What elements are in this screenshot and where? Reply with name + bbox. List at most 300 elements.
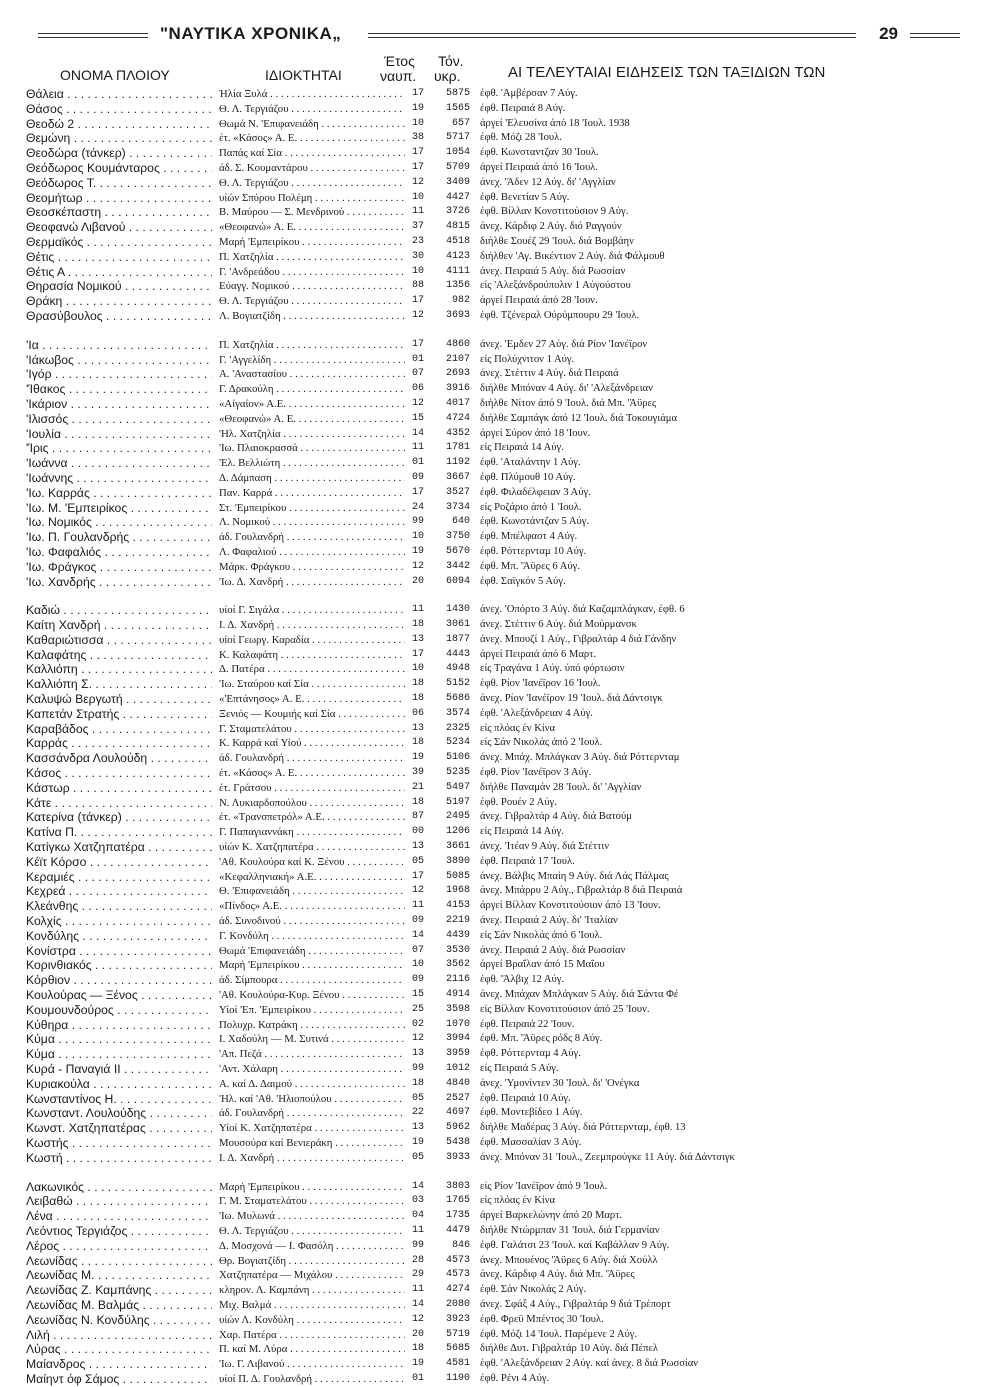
- voyage-news: άνεχ. 'Εμδεν 27 Αύγ. διά Ρίον 'Ιανέϊρον: [480, 338, 648, 350]
- tonnage: 5717: [445, 132, 470, 144]
- voyage-news: άνεχ. Μπάχ. Μπλάγκαν 3 Αύγ. διά Ρόττερνταμ: [480, 752, 680, 764]
- voyage-news: έφθ. Ρόττερνταμ 4 Αύγ.: [480, 1048, 581, 1060]
- ship-name: Κυρά - Παναγιά ΙΙ . . .: [26, 1062, 212, 1077]
- build-year: 21: [411, 781, 424, 793]
- owner-name: Θωμά 'Επιφανειάδη . . .: [219, 944, 405, 959]
- owner-name: 'Ηλ. καί 'Αθ. 'Ηλιοπούλου . . .: [219, 1092, 405, 1107]
- voyage-news: διήλθε Σουέζ 29 'Ιουλ. διά Βομβάην: [480, 235, 634, 247]
- voyage-news: διήλθε Ντώρμπαν 31 'Ιουλ. διά Γερμανίαν: [480, 1224, 660, 1236]
- tonnage: 5152: [445, 678, 470, 690]
- voyage-news: άργεί Σύρον άπό 18 'Ιουν.: [480, 427, 591, 439]
- ship-row: [26, 412, 966, 427]
- ship-name: Θράκη . . .: [26, 294, 212, 309]
- build-year: 05: [411, 1092, 424, 1104]
- build-year: 15: [411, 412, 424, 424]
- owner-name: Μιχ. Βαλμά . . .: [219, 1298, 405, 1313]
- ship-row: [26, 338, 966, 353]
- voyage-news: είς Ροζάριο άπό 1 'Ιουλ.: [480, 501, 582, 513]
- build-year: 04: [411, 1210, 424, 1222]
- ship-name: 'Ιω. Φαφαλιός . . .: [26, 545, 212, 560]
- tonnage: 4860: [445, 338, 470, 350]
- tonnage: 5709: [445, 161, 470, 173]
- build-year: 22: [411, 1107, 424, 1119]
- owner-name: «Κεφαλληνιακή» Α.Ε. . . .: [219, 870, 405, 885]
- ship-row: [26, 1003, 966, 1018]
- voyage-news: διήλθε Νίτον άπό 9 'Ιουλ. διά Μπ. 'Άϋρες: [480, 397, 657, 409]
- build-year: 01: [411, 1372, 424, 1384]
- owner-name: 'Ιω. Γ. Λιβανού . . .: [219, 1357, 405, 1372]
- voyage-news: άργεί Βαρκελώνην άπό 20 Μαρτ.: [480, 1210, 623, 1222]
- owner-name: Μαρή 'Εμπειρίκου . . .: [219, 1180, 405, 1195]
- tonnage: 1877: [445, 633, 470, 645]
- ship-name: Λεωνίδας . . .: [26, 1254, 212, 1269]
- voyage-news: έφθ. Πειραιά 17 'Ιουλ.: [480, 855, 575, 867]
- ship-name: Καραβάδος . . .: [26, 722, 212, 737]
- voyage-news: έφθ. Κωνστάντζαν 5 Αύγ.: [480, 516, 590, 528]
- build-year: 05: [411, 1151, 424, 1163]
- owner-name: «Πίνδος» Α.Ε. . . .: [219, 899, 405, 914]
- voyage-news: έφθ. Μόζι 28 'Ιουλ.: [480, 132, 562, 144]
- ship-name: Καλλιόπη Σ. . . .: [26, 677, 212, 692]
- tonnage: 1356: [445, 280, 470, 292]
- owner-name: Π. Χατζηλία . . .: [219, 338, 405, 353]
- voyage-news: είς Σάν Νικολάς άπό 6 'Ιουλ.: [480, 929, 603, 941]
- owner-name: έτ. «Κάσος» Α. Ε. . . .: [219, 766, 405, 781]
- ship-name: 'Ιάκωβος . . .: [26, 353, 212, 368]
- owner-name: Λ. Βογιατζίδη . . .: [219, 309, 405, 324]
- voyage-news: άνεχ. Μπόναν 31 'Ιουλ., Ζεεμπρούγκε 11 Αύγ. διά Δάντσιγκ: [480, 1151, 735, 1163]
- ship-row: [26, 825, 966, 840]
- ship-row: [26, 560, 966, 575]
- ship-name: Θερμαϊκός . . .: [26, 235, 212, 250]
- tonnage: 3598: [445, 1003, 470, 1015]
- build-year: 12: [411, 885, 424, 897]
- voyage-news: έφθ. 'Άλβιχ 12 Αύγ.: [480, 974, 565, 986]
- tonnage: 2107: [445, 353, 470, 365]
- ship-row: [26, 692, 966, 707]
- tonnage: 5197: [445, 796, 470, 808]
- build-year: 12: [411, 1313, 424, 1325]
- tonnage: 846: [451, 1239, 470, 1251]
- ship-row: [26, 1357, 966, 1372]
- owner-name: Μάρκ. Φράγκου . . .: [219, 560, 405, 575]
- ship-row: [26, 1032, 966, 1047]
- owner-name: Ι. Χαδούλη — Μ. Συτινά . . .: [219, 1032, 405, 1047]
- owner-name: υίών Κ. Χατζηπατέρα . . .: [219, 840, 405, 855]
- build-year: 14: [411, 1180, 424, 1192]
- owner-name: Ι. Δ. Χανδρή . . .: [219, 618, 405, 633]
- tonnage: 3409: [445, 176, 470, 188]
- ship-row: [26, 382, 966, 397]
- tonnage: 4123: [445, 250, 470, 262]
- ship-row: [26, 367, 966, 382]
- tonnage: 4427: [445, 191, 470, 203]
- ship-row: [26, 944, 966, 959]
- ship-name: Θέτις Α . . .: [26, 265, 212, 280]
- owner-name: Γ. Μ. Σταματελάτου . . .: [219, 1194, 405, 1209]
- tonnage: 4439: [445, 929, 470, 941]
- voyage-news: άνεχ. Πειραιά 5 Αύγ. διά Ρωσσίαν: [480, 265, 626, 277]
- ship-name: Κατίγκω Χατζηπατέρα . . .: [26, 840, 212, 855]
- build-year: 19: [411, 102, 424, 114]
- voyage-news: έφθ. Γαλάτσι 23 'Ιουλ. καί Καβάλλαν 9 Αύγ.: [480, 1239, 670, 1251]
- ship-name: Κωνσταντ. Λουλούδης . . .: [26, 1106, 212, 1121]
- tonnage: 3562: [445, 959, 470, 971]
- group-separator: [26, 324, 966, 338]
- ship-name: 'Ιγόρ . . .: [26, 367, 212, 382]
- build-year: 00: [411, 826, 424, 838]
- tonnage: 2116: [445, 974, 470, 986]
- build-year: 17: [411, 295, 424, 307]
- build-year: 12: [411, 1033, 424, 1045]
- owner-name: 'Αθ. Κουλούρα-Κυρ. Ξένου . . .: [219, 988, 405, 1003]
- voyage-news: είς Ρίον 'Ιανέϊρον άπό 9 'Ιουλ.: [480, 1180, 608, 1192]
- ship-name: Λιλή . . .: [26, 1328, 212, 1343]
- ship-row: [26, 1151, 966, 1166]
- voyage-news: έφθ. Ρίον 'Ιανέϊρον 16 'Ιουλ.: [480, 678, 601, 690]
- voyage-news: άργεί 'Ελευσίνα άπό 18 'Ιουλ. 1938: [480, 117, 630, 129]
- build-year: 19: [411, 1136, 424, 1148]
- ship-name: Θεμώνη . . .: [26, 131, 212, 146]
- ship-name: Κονίστρα . . .: [26, 944, 212, 959]
- build-year: 17: [411, 147, 424, 159]
- ship-name: Θεομήτωρ . . .: [26, 191, 212, 206]
- ship-name: 'Ίθακος . . .: [26, 382, 212, 397]
- build-year: 10: [411, 959, 424, 971]
- ship-row: [26, 220, 966, 235]
- build-year: 12: [411, 560, 424, 572]
- ship-name: Θρασύβουλος . . .: [26, 309, 212, 324]
- voyage-news: έφθ. Φιλαδέλφειαν 3 Αύγ.: [480, 486, 591, 498]
- owner-name: Π. καί Μ. Λύρα . . .: [219, 1342, 405, 1357]
- ship-name: Λακωνικός . . .: [26, 1180, 212, 1195]
- ship-row: [26, 235, 966, 250]
- voyage-news: έφθ. Ρόττερνταμ 10 Αύγ.: [480, 545, 587, 557]
- ship-row: [26, 1298, 966, 1313]
- tonnage: 3933: [445, 1151, 470, 1163]
- ship-name: Θάσος . . .: [26, 102, 212, 117]
- build-year: 18: [411, 678, 424, 690]
- ship-name: Λύρας . . .: [26, 1342, 212, 1357]
- ship-name: 'Ιλισσός . . .: [26, 412, 212, 427]
- ship-name: 'Ιουλία . . .: [26, 427, 212, 442]
- tonnage: 4153: [445, 900, 470, 912]
- ship-row: [26, 1194, 966, 1209]
- ship-name: Κύμα . . .: [26, 1032, 212, 1047]
- ship-row: [26, 781, 966, 796]
- tonnage: 1430: [445, 604, 470, 616]
- ship-row: [26, 677, 966, 692]
- tonnage: 1781: [445, 442, 470, 454]
- ship-row: [26, 265, 966, 280]
- ship-name: 'Ιω. Φράγκος . . .: [26, 560, 212, 575]
- build-year: 24: [411, 501, 424, 513]
- ship-row: [26, 840, 966, 855]
- voyage-news: άνεχ. Κάρδιφ 4 Αύγ. διά Μπ. 'Άϋρες: [480, 1269, 635, 1281]
- build-year: 99: [411, 1063, 424, 1074]
- tonnage: 4274: [445, 1284, 470, 1296]
- ship-row: [26, 1180, 966, 1195]
- voyage-news: είς Πειραιά 14 Αύγ.: [480, 826, 564, 838]
- tonnage: 3726: [445, 206, 470, 218]
- build-year: 03: [411, 1195, 424, 1207]
- ship-name: Κεχρεά . . .: [26, 884, 212, 899]
- owner-name: Πολυχρ. Κατράκη . . .: [219, 1018, 405, 1033]
- owner-name: υίοί Γ. Σιγάλα . . .: [219, 603, 405, 618]
- ship-name: Κυριακούλα . . .: [26, 1077, 212, 1092]
- ship-row: [26, 929, 966, 944]
- owner-name: «'Επτάνησος» Α. Ε. . . .: [219, 692, 405, 707]
- ship-name: 'Ικάριον . . .: [26, 397, 212, 412]
- ship-row: [26, 1077, 966, 1092]
- tonnage: 5235: [445, 767, 470, 779]
- tonnage: 5962: [445, 1122, 470, 1134]
- tonnage: 5686: [445, 693, 470, 705]
- ship-row: [26, 1209, 966, 1224]
- column-header-ton-bottom: υκρ.: [434, 68, 461, 84]
- owner-name: 'Ηλ. Χατζηλία . . .: [219, 427, 405, 442]
- build-year: 01: [411, 353, 424, 365]
- voyage-news: έφθ. Μοντεβίδεο 1 Αύγ.: [480, 1107, 583, 1119]
- ship-row: [26, 884, 966, 899]
- owner-name: 'Ιω. Πλαιοκρασσά . . .: [219, 441, 405, 456]
- tonnage: 2527: [445, 1092, 470, 1104]
- build-year: 01: [411, 457, 424, 469]
- ship-name: 'Ια . . .: [26, 338, 212, 353]
- ship-name: Θεοφανώ Λιβανού . . .: [26, 220, 212, 235]
- ship-row: [26, 855, 966, 870]
- ship-name: Λειβαθώ . . .: [26, 1194, 212, 1209]
- tonnage: 4697: [445, 1107, 470, 1119]
- owner-name: Β. Μαύρου — Σ. Μενδρινού . . .: [219, 205, 405, 220]
- ship-row: [26, 973, 966, 988]
- group-separator: [26, 1166, 966, 1180]
- ship-row: [26, 1224, 966, 1239]
- tonnage: 1206: [445, 826, 470, 838]
- ship-row: [26, 131, 966, 146]
- build-year: 19: [411, 545, 424, 557]
- tonnage: 4815: [445, 221, 470, 233]
- owner-name: 'Ελ. Βελλιώτη . . .: [219, 456, 405, 471]
- ship-row: [26, 1239, 966, 1254]
- tonnage: 982: [451, 295, 470, 307]
- ship-row: [26, 1136, 966, 1151]
- owner-name: υίοί Γεωργ. Καραδία . . .: [219, 633, 405, 648]
- ship-name: 'Ιω. Καρράς . . .: [26, 486, 212, 501]
- build-year: 13: [411, 633, 424, 645]
- build-year: 39: [411, 767, 424, 779]
- tonnage: 4017: [445, 397, 470, 409]
- voyage-news: άργεί Πειραιά άπό 16 'Ιουλ.: [480, 161, 598, 173]
- ship-row: [26, 722, 966, 737]
- tonnage: 4573: [445, 1254, 470, 1266]
- ship-name: Κωστή . . .: [26, 1151, 212, 1166]
- build-year: 13: [411, 722, 424, 734]
- voyage-news: έφθ. Τζένεραλ Ούρύμπουρυ 29 'Ιουλ.: [480, 309, 640, 321]
- tonnage: 1054: [445, 147, 470, 159]
- owner-name: Λ. Νομικού . . .: [219, 515, 405, 530]
- build-year: 07: [411, 368, 424, 380]
- voyage-news: άνεχ. Μπουένος 'Άϋρες 6 Αύγ. διά Χούλλ: [480, 1254, 658, 1266]
- column-header-ton-top: Τόν.: [438, 53, 464, 69]
- voyage-news: έφθ. Βίλλαν Κονστιτούσιον 9 Αύγ.: [480, 206, 629, 218]
- voyage-news: έφθ. Σαϊγκόν 5 Αύγ.: [480, 575, 566, 587]
- owner-name: Γ. Παπαγιαννάκη . . .: [219, 825, 405, 840]
- owner-name: Α. καί Δ. Δαιμού . . .: [219, 1077, 405, 1092]
- owner-name: Κ. Καλαφάτη . . .: [219, 648, 405, 663]
- owner-name: 'Ιω. Μυλωνά . . .: [219, 1209, 405, 1224]
- tonnage: 3994: [445, 1033, 470, 1045]
- build-year: 20: [411, 1328, 424, 1340]
- owner-name: Δ. Μοσχονά — Ι. Φασόλη . . .: [219, 1239, 405, 1254]
- voyage-news: έφθ. Μπέλφαστ 4 Αύγ.: [480, 531, 578, 543]
- ship-row: [26, 899, 966, 914]
- tonnage: 3803: [445, 1180, 470, 1192]
- ship-row: [26, 914, 966, 929]
- owner-name: Χατζηπατέρα — Μιχάλου . . .: [219, 1268, 405, 1283]
- owner-name: Π. Χατζηλία . . .: [219, 250, 405, 265]
- ship-row: [26, 958, 966, 973]
- owner-name: κληρον. Λ. Καμπάνη . . .: [219, 1283, 405, 1298]
- ship-name: 'Ίρις . . .: [26, 441, 212, 456]
- tonnage: 1070: [445, 1018, 470, 1030]
- ship-row: [26, 309, 966, 324]
- ship-name: Κωστής . . .: [26, 1136, 212, 1151]
- voyage-news: διήλθε Μπόναν 4 Αύγ. δι' 'Αλεξάνδρειαν: [480, 383, 653, 395]
- ship-row: [26, 603, 966, 618]
- ship-row: [26, 618, 966, 633]
- page-header: [38, 24, 960, 46]
- ship-name: 'Ιω. Χανδρής . . .: [26, 575, 212, 590]
- tonnage: 3527: [445, 486, 470, 498]
- build-year: 10: [411, 531, 424, 543]
- build-year: 14: [411, 1298, 424, 1310]
- owner-name: άδ. Γουλανδρή . . .: [219, 1106, 405, 1121]
- build-year: 99: [411, 1239, 424, 1251]
- ship-row: [26, 515, 966, 530]
- ship-name: Κύμα . . .: [26, 1047, 212, 1062]
- voyage-news: έφθ. Μπ. 'Άϋρες ρόδς 8 Αύγ.: [480, 1033, 603, 1045]
- build-year: 09: [411, 915, 424, 927]
- column-header-year-top: Έτος: [384, 53, 415, 69]
- voyage-news: άργεί Βίλλαν Κονστιτούσιον άπό 13 'Ιουν.: [480, 900, 661, 912]
- ship-row: [26, 191, 966, 206]
- voyage-news: άνεχ. Μπάρρυ 2 Αύγ., Γιβραλτάρ 8 διά Πειραιά: [480, 885, 683, 897]
- build-year: 23: [411, 235, 424, 247]
- column-header-year-bottom: ναυπ.: [380, 68, 417, 84]
- tonnage: 1765: [445, 1195, 470, 1207]
- owner-name: Χαρ. Πατέρα . . .: [219, 1328, 405, 1343]
- voyage-news: έφθ. Πειραιά 22 'Ιουν.: [480, 1018, 575, 1030]
- ship-name: Κάτε . . .: [26, 796, 212, 811]
- voyage-news: έφθ. Ρένι 4 Αύγ.: [480, 1372, 550, 1384]
- journal-title: "ΝΑΥΤΙΚΑ ΧΡΟΝΙΚΑ„: [160, 24, 342, 43]
- tonnage: 5106: [445, 752, 470, 764]
- owner-name: έτ. «Τρανσπετρόλ» Α.Ε. . . .: [219, 810, 405, 825]
- ship-name: Καδιώ . . .: [26, 603, 212, 618]
- owner-name: υίών Λ. Κονδύλη . . .: [219, 1313, 405, 1328]
- tonnage: 6094: [445, 575, 470, 587]
- voyage-news: άνεχ. 'Υμονίντεν 30 'Ιουλ. δι' 'Ονέγκα: [480, 1077, 640, 1089]
- build-year: 05: [411, 855, 424, 867]
- ship-name: Θηρασία Νομικού . . .: [26, 279, 212, 294]
- voyage-news: άνεχ. Βάλβις Μπαίη 9 Αύγ. διά Λάς Πάλμας: [480, 870, 669, 882]
- voyage-news: άργεί Πειραιά άπό 6 Μαρτ.: [480, 648, 597, 660]
- build-year: 11: [411, 206, 424, 218]
- tonnage: 1735: [445, 1210, 470, 1222]
- voyage-news: έφθ. 'Αταλάντην 1 Αύγ.: [480, 457, 581, 469]
- voyage-news: άνεχ. Πειραιά 2 Αύγ. δι' 'Ιταλίαν: [480, 915, 618, 927]
- tonnage: 5875: [445, 88, 470, 99]
- tonnage: 3916: [445, 383, 470, 395]
- tonnage: 5234: [445, 737, 470, 749]
- ship-name: Λεωνίδας Μ. Βαλμάς . . .: [26, 1298, 212, 1313]
- voyage-news: διήλθε Σαμπάγκ άπό 12 'Ιουλ. διά Τοκουγιάμα: [480, 412, 677, 424]
- tonnage: 2325: [445, 722, 470, 734]
- voyage-news: άνεχ. Στέττιν 6 Αύγ. διά Μούρμανσκ: [480, 619, 637, 631]
- tonnage: 2080: [445, 1298, 470, 1310]
- owner-name: «Θεοφανώ» Α. Ε. . . .: [219, 412, 405, 427]
- owner-name: 'Ιω. Σταύρου καί Σία . . .: [219, 677, 405, 692]
- build-year: 14: [411, 427, 424, 439]
- build-year: 18: [411, 619, 424, 631]
- voyage-news: έφθ. Μόζι 14 'Ιουλ. Παρέμενε 2 Αύγ.: [480, 1328, 638, 1340]
- build-year: 30: [411, 250, 424, 262]
- voyage-news: έφθ. Πλύμουθ 10 Αύγ.: [480, 471, 576, 483]
- tonnage: 3574: [445, 707, 470, 719]
- tonnage: 1190: [445, 1372, 470, 1384]
- build-year: 12: [411, 176, 424, 188]
- build-year: 20: [411, 575, 424, 587]
- tonnage: 3667: [445, 471, 470, 483]
- ship-name: Καίτη Χανδρή . . .: [26, 618, 212, 633]
- ship-row: [26, 648, 966, 663]
- voyage-news: είς Πειραιά 5 Αύγ.: [480, 1063, 559, 1074]
- ship-name: Κάστωρ . . .: [26, 781, 212, 796]
- build-year: 17: [411, 161, 424, 173]
- ship-name: Καλυψώ Βεργωτή . . .: [26, 692, 212, 707]
- tonnage: 4724: [445, 412, 470, 424]
- tonnage: 3734: [445, 501, 470, 513]
- tonnage: 4948: [445, 663, 470, 675]
- ship-name: Θεόδωρος Τ. . . .: [26, 176, 212, 191]
- owner-name: Κ. Καρρά καί Υίού . . .: [219, 736, 405, 751]
- ship-name: Κορινθιακός . . .: [26, 958, 212, 973]
- build-year: 13: [411, 1048, 424, 1060]
- voyage-news: άνεχ. Στέττιν 4 Αύγ. διά Πειραιά: [480, 368, 619, 380]
- ship-row: [26, 279, 966, 294]
- ship-row: [26, 486, 966, 501]
- owner-name: Θωμά Ν. 'Επιφανειάδη . . .: [219, 117, 405, 132]
- header-rule-left: [38, 33, 148, 38]
- build-year: 37: [411, 221, 424, 233]
- page-number: 29: [879, 24, 898, 43]
- voyage-news: άνεχ. Πειραιά 2 Αύγ. διά Ρωσσίαν: [480, 944, 626, 956]
- ship-name: Κύθηρα . . .: [26, 1018, 212, 1033]
- ship-name: Κουλούρας — Ξένος . . .: [26, 988, 212, 1003]
- ship-name: 'Ιω. Μ. 'Εμπειρίκος . . .: [26, 501, 212, 516]
- build-year: 10: [411, 265, 424, 277]
- column-header-news: ΑΙ ΤΕΛΕΥΤΑΙΑΙ ΕΙΔΗΣΕΙΣ ΤΩΝ ΤΑΞΙΔΙΩΝ ΤΩΝ: [508, 64, 826, 81]
- ship-name: Κεραμιές . . .: [26, 870, 212, 885]
- tonnage: 3442: [445, 560, 470, 572]
- build-year: 12: [411, 397, 424, 409]
- owner-name: Υίοί Κ. Χατζηπατέρα . . .: [219, 1121, 405, 1136]
- ship-row: [26, 102, 966, 117]
- owner-name: Στ. 'Εμπειρίκου . . .: [219, 501, 405, 516]
- owner-name: Θ. 'Επιφανειάδη . . .: [219, 884, 405, 899]
- owner-name: «Θεοφανώ» Α. Ε. . . .: [219, 220, 405, 235]
